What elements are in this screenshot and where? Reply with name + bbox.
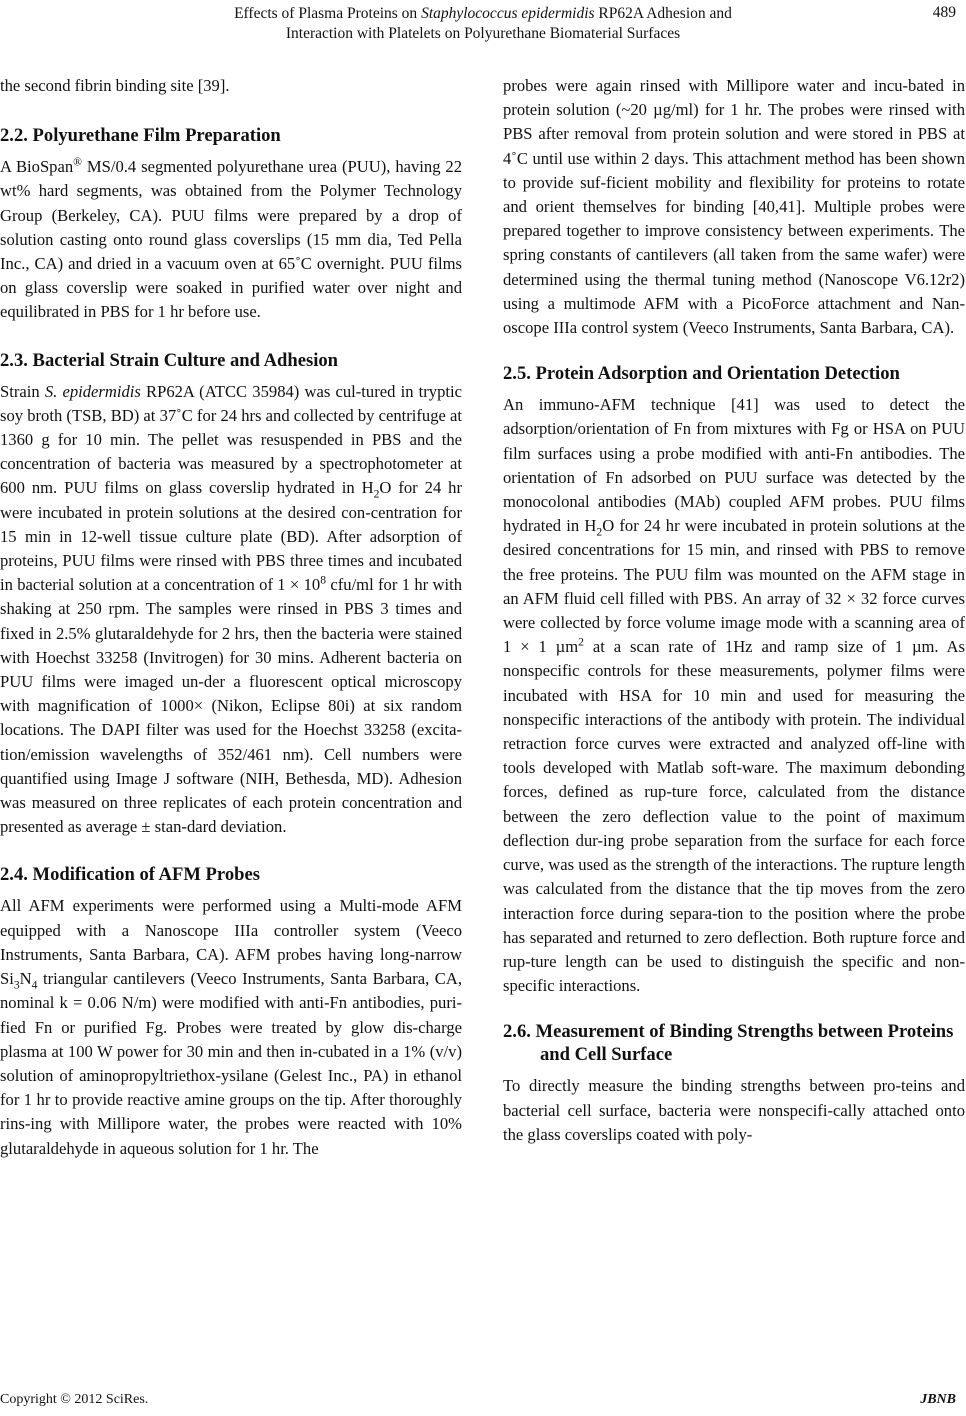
text-run: O for 24 hr were incubated in protein solutions at the desired concentrations for 15 min, and rinsed with PBS to remove the free proteins. The PUU film was mounted on the AFM stage in an AFM fluid cell filled with PBS. An array of 32 × 32 force curves were collected by force volume image mode with a scanning area of 1 × 1 µm bbox=[503, 516, 965, 657]
text-run: N bbox=[19, 969, 32, 989]
section-heading-2-6: 2.6. Measurement of Binding Strengths between Proteins and Cell Surface bbox=[503, 1021, 954, 1066]
superscript: 8 bbox=[320, 573, 327, 587]
text-run: triangular cantilevers (Veeco Instruments, Santa Barbara, CA, nominal k = 0.06 N/m) were modified with anti-Fn antibodies, puri-fied Fn or purified Fg. Probes were treated by glow dis-charge plasma at 100 W power for 30 min and then in-cubated in a 1% (v/v) solution of aminopropyltriethox-ysilane (Gelest Inc., PA) in ethanol for 1 hr to provide reactive amine groups on the tip. After thoroughly rins-ing with Millipore water, the probes were reacted with 10% glutaraldehyde in aqueous solution for 1 hr. The bbox=[0, 969, 462, 1158]
text-run: at a scan rate of 1Hz and ramp size of 1 µm. As nonspecific controls for these measurements, polymer films were incubated with HSA for 10 min and used for measuring the nonspecific interactions of the antibody with protein. The individual retraction force curves were extracted and analyzed off-line with tools developed with Matlab soft-ware. The maximum debonding forces, defined as rup-ture force, calculated from the distance between the zero deflection value to the point of maximum deflection dur-ing probe separation from the surface for each force curve, was used as the strength of the interactions. The rupture length was calculated from the distance that the tip moves from the zero interaction force during separa-tion to the position where the probe has separated and returned to zero deflection. Both rupture force and rup-ture length can be used to distinguish the specific and non-specific interactions. bbox=[503, 637, 965, 996]
left-column bbox=[0, 74, 462, 1161]
paragraph: To directly measure the binding strengths between pro-teins and bacterial cell surface, bacteria were nonspecifi-cally attached onto the glass coverslips coated with poly- bbox=[503, 1076, 965, 1144]
running-title-line2: Interaction with Platelets on Polyurethane Biomaterial Surfaces bbox=[285, 25, 681, 42]
paragraph bbox=[0, 894, 462, 1160]
journal-abbrev: JBNB bbox=[920, 1392, 956, 1407]
subscript: 2 bbox=[596, 525, 603, 539]
page-footer bbox=[0, 1392, 966, 1414]
paragraph bbox=[0, 155, 462, 324]
page-number: 489 bbox=[932, 4, 956, 21]
subscript: 3 bbox=[13, 978, 20, 992]
running-title-part: RP62A Adhesion and bbox=[594, 5, 732, 22]
running-header bbox=[0, 4, 966, 48]
subscript: 2 bbox=[373, 487, 380, 501]
running-title-part: Effects of Plasma Proteins on bbox=[234, 5, 422, 22]
copyright: Copyright © 2012 SciRes. bbox=[0, 1392, 149, 1407]
text-run: Strain bbox=[0, 381, 45, 401]
running-title bbox=[150, 4, 816, 44]
section-heading-2-3: 2.3. Bacterial Strain Culture and Adhesion bbox=[0, 349, 338, 371]
text-run: A BioSpan bbox=[0, 157, 74, 177]
text-run: An immuno-AFM technique [41] was used to detect the adsorption/orientation of Fn from mixtures with Fg or HSA on PUU film surfaces using a probe modified with anti-Fn antibodies. The orientation of Fn adsorbed on PUU surface was detected by the monocolonal antibodies (MAb) coupled AFM probes. PUU films hydrated in H bbox=[503, 395, 965, 536]
paragraph: probes were again rinsed with Millipore water and incu-bated in protein solution (~20 µg/ml) for 1 hr. The probes were rinsed with PBS after removal from protein solution and were stored in PBS at 4˚C until use within 2 days. This attachment method has been shown to provide suf-ficient mobility and flexibility for proteins to rotate and orient themselves for binding [40,41]. Multiple probes were prepared together to improve consistency between experiments. The spring constants of cantilevers (all taken from the same wafer) were determined using the thermal tuning method (Nanoscope V6.12r2) using a multimode AFM with a PicoForce attachment and Nan-oscope IIIa control system (Veeco Instruments, Santa Barbara, CA). bbox=[503, 76, 965, 338]
text-run: cfu/ml for 1 hr with shaking at 250 rpm. The samples were rinsed in PBS 3 times and fixed in 2.5% glutaraldehyde for 2 hrs, then the bacteria were stained with Hoechst 33258 (Invitrogen) for 30 mins. Adherent bacteria on PUU films were imaged un-der a fluorescent optical microscopy with magnification of 1000× (Nikon, Eclipse 80i) at six random locations. The DAPI filter was used for the Hoechst 33258 (excita-tion/emission wavelengths of 352/461 nm). Cell numbers were quantified using Image J software (NIH, Bethesda, MD). Adhesion was measured on three replicates of each protein concentration and presented as average ± stan-dard deviation. bbox=[0, 575, 463, 837]
running-title-italic: Staphylococcus epidermidis bbox=[421, 5, 595, 22]
paragraph bbox=[503, 393, 965, 998]
text-run: All AFM experiments were performed using a Multi-mode AFM equipped with a Nanoscope IIIa controller system (Veeco Instruments, Santa Barbara, CA). AFM probes having long-narrow Si bbox=[0, 896, 462, 989]
section-heading-2-2: 2.2. Polyurethane Film Preparation bbox=[0, 125, 281, 147]
paragraph: the second fibrin binding site [39]. bbox=[0, 76, 230, 95]
paragraph bbox=[0, 380, 462, 840]
text-run: MS/0.4 segmented polyurethane urea (PUU), having 22 wt% hard segments, was obtained from the Polymer Technology Group (Berkeley, CA). PUU films were prepared by a drop of solution casting onto round glass coverslips (15 mm dia, Ted Pella Inc., CA) and dried in a vacuum oven at 65˚C overnight. PUU films on glass coverslip were soaked in purified water over night and equilibrated in PBS for 1 hr before use. bbox=[0, 157, 462, 322]
species-name: S. epidermidis bbox=[44, 381, 141, 401]
section-heading-2-5: 2.5. Protein Adsorption and Orientation Detection bbox=[503, 363, 900, 385]
subscript: 4 bbox=[31, 978, 38, 992]
superscript: 2 bbox=[578, 635, 584, 649]
section-heading-2-4: 2.4. Modification of AFM Probes bbox=[0, 864, 260, 886]
right-column bbox=[503, 74, 965, 1147]
text-run: O for 24 hr were incubated in protein solutions at the desired con-centration for 15 min in 12-well tissue culture plate (BD). After adsorption of proteins, PUU films were rinsed with PBS three times and incubated in bacterial solution at a concentration of 1 × 10 bbox=[0, 478, 463, 595]
text-run: RP62A (ATCC 35984) was cul-tured in tryptic soy broth (TSB, BD) at 37˚C for 24 hrs and collected by centrifuge at 1360 g for 10 min. The pellet was resuspended in PBS and the concentration of bacteria was measured by a spectrophotometer at 600 nm. PUU films on glass coverslip hydrated in H bbox=[0, 381, 462, 498]
registered-mark: ® bbox=[73, 155, 82, 169]
